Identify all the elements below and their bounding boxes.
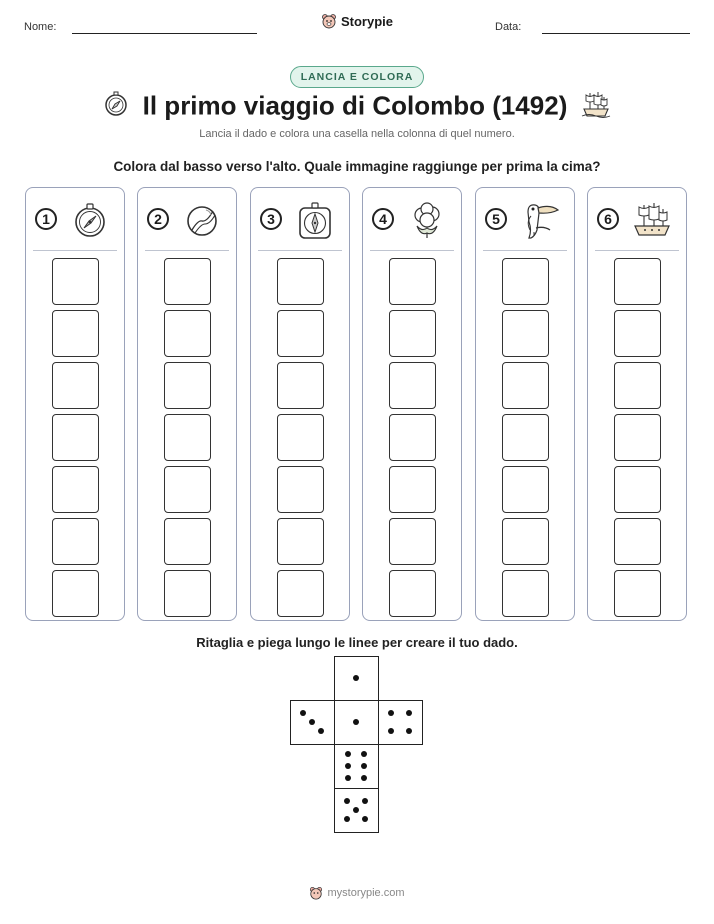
- color-box[interactable]: [52, 414, 99, 461]
- color-box[interactable]: [277, 466, 324, 513]
- column-5: [475, 187, 575, 621]
- dice-pip: [361, 775, 367, 781]
- color-box[interactable]: [389, 362, 436, 409]
- color-box[interactable]: [164, 570, 211, 617]
- marble-icon: [182, 200, 222, 240]
- dice-pip: [406, 728, 412, 734]
- column-number: 4: [372, 208, 394, 230]
- color-box[interactable]: [614, 310, 661, 357]
- color-box[interactable]: [52, 310, 99, 357]
- compass-icon: [70, 200, 110, 240]
- dice-pip: [388, 728, 394, 734]
- dice-pip: [388, 710, 394, 716]
- footer-url[interactable]: mystorypie.com: [327, 887, 405, 899]
- dice-pip: [361, 751, 367, 757]
- dice-pip: [353, 675, 359, 681]
- color-box[interactable]: [502, 466, 549, 513]
- cut-instruction: Ritaglia e piega lungo le linee per creare il tuo dado.: [196, 635, 518, 650]
- dice-pip: [344, 798, 350, 804]
- dice-pip: [318, 728, 324, 734]
- color-box[interactable]: [277, 258, 324, 305]
- color-box[interactable]: [164, 362, 211, 409]
- title-text: Il primo viaggio di Colombo (1492): [142, 90, 568, 121]
- subtitle: Lancia il dado e colora una casella nella colonna di quel numero.: [199, 128, 515, 140]
- color-box[interactable]: [164, 518, 211, 565]
- activity-badge: LANCIA E COLORA: [0, 66, 714, 88]
- color-box[interactable]: [164, 466, 211, 513]
- dice-pip: [362, 816, 368, 822]
- column-number: 3: [260, 208, 282, 230]
- dice-pip: [353, 807, 359, 813]
- dice-face[interactable]: [378, 700, 423, 745]
- brand-name: Storypie: [340, 13, 393, 29]
- color-box[interactable]: [389, 466, 436, 513]
- color-box[interactable]: [614, 570, 661, 617]
- dice-pip: [361, 763, 367, 769]
- color-box[interactable]: [164, 258, 211, 305]
- bear-logo-icon: [309, 886, 323, 900]
- dice-face[interactable]: [334, 744, 379, 789]
- color-box[interactable]: [614, 466, 661, 513]
- color-box[interactable]: [52, 466, 99, 513]
- column-number: 1: [35, 208, 57, 230]
- toucan-icon: [520, 200, 560, 240]
- name-label: Nome:: [24, 21, 57, 33]
- column-number: 2: [147, 208, 169, 230]
- dice-pip: [362, 798, 368, 804]
- column-number: 5: [485, 208, 507, 230]
- dice-pip: [406, 710, 412, 716]
- brand-logo: [0, 13, 714, 34]
- column-2: [137, 187, 237, 621]
- color-box[interactable]: [164, 414, 211, 461]
- ship-icon: [581, 90, 611, 125]
- column-3: [250, 187, 350, 621]
- color-box[interactable]: [52, 518, 99, 565]
- color-box[interactable]: [389, 518, 436, 565]
- color-box[interactable]: [52, 362, 99, 409]
- dice-face[interactable]: [334, 656, 379, 701]
- color-box[interactable]: [389, 258, 436, 305]
- column-4: [362, 187, 462, 621]
- footer: [0, 886, 714, 903]
- date-line[interactable]: [542, 33, 690, 34]
- square-compass-icon: [295, 200, 335, 240]
- color-box[interactable]: [614, 518, 661, 565]
- dice-face[interactable]: [334, 788, 379, 833]
- dice-pip: [353, 719, 359, 725]
- color-box[interactable]: [614, 414, 661, 461]
- date-label: Data:: [495, 21, 522, 33]
- dice-pip: [344, 816, 350, 822]
- ship-icon: [632, 200, 672, 240]
- dice-pip: [345, 763, 351, 769]
- dice-pip: [345, 751, 351, 757]
- color-box[interactable]: [502, 570, 549, 617]
- cotton-plant-icon: [407, 200, 447, 240]
- instruction: Colora dal basso verso l'alto. Quale immagine raggiunge per prima la cima?: [113, 159, 601, 174]
- dice-pip: [345, 775, 351, 781]
- color-box[interactable]: [277, 570, 324, 617]
- color-box[interactable]: [389, 310, 436, 357]
- column-6: [587, 187, 687, 621]
- compass-icon: [103, 91, 129, 124]
- color-box[interactable]: [502, 414, 549, 461]
- color-box[interactable]: [502, 258, 549, 305]
- color-box[interactable]: [52, 570, 99, 617]
- color-box[interactable]: [614, 362, 661, 409]
- column-number: 6: [597, 208, 619, 230]
- color-box[interactable]: [52, 258, 99, 305]
- color-box[interactable]: [502, 362, 549, 409]
- color-box[interactable]: [389, 414, 436, 461]
- color-box[interactable]: [502, 518, 549, 565]
- color-box[interactable]: [277, 518, 324, 565]
- dice-pip: [300, 710, 306, 716]
- bear-logo-icon: [321, 13, 337, 29]
- dice-face[interactable]: [290, 700, 335, 745]
- page-title: [0, 90, 714, 125]
- color-box[interactable]: [389, 570, 436, 617]
- color-box[interactable]: [614, 258, 661, 305]
- dice-pip: [309, 719, 315, 725]
- dice-face[interactable]: [334, 700, 379, 745]
- color-box[interactable]: [277, 414, 324, 461]
- color-box[interactable]: [164, 310, 211, 357]
- color-box[interactable]: [277, 310, 324, 357]
- color-box[interactable]: [502, 310, 549, 357]
- color-box[interactable]: [277, 362, 324, 409]
- column-1: [25, 187, 125, 621]
